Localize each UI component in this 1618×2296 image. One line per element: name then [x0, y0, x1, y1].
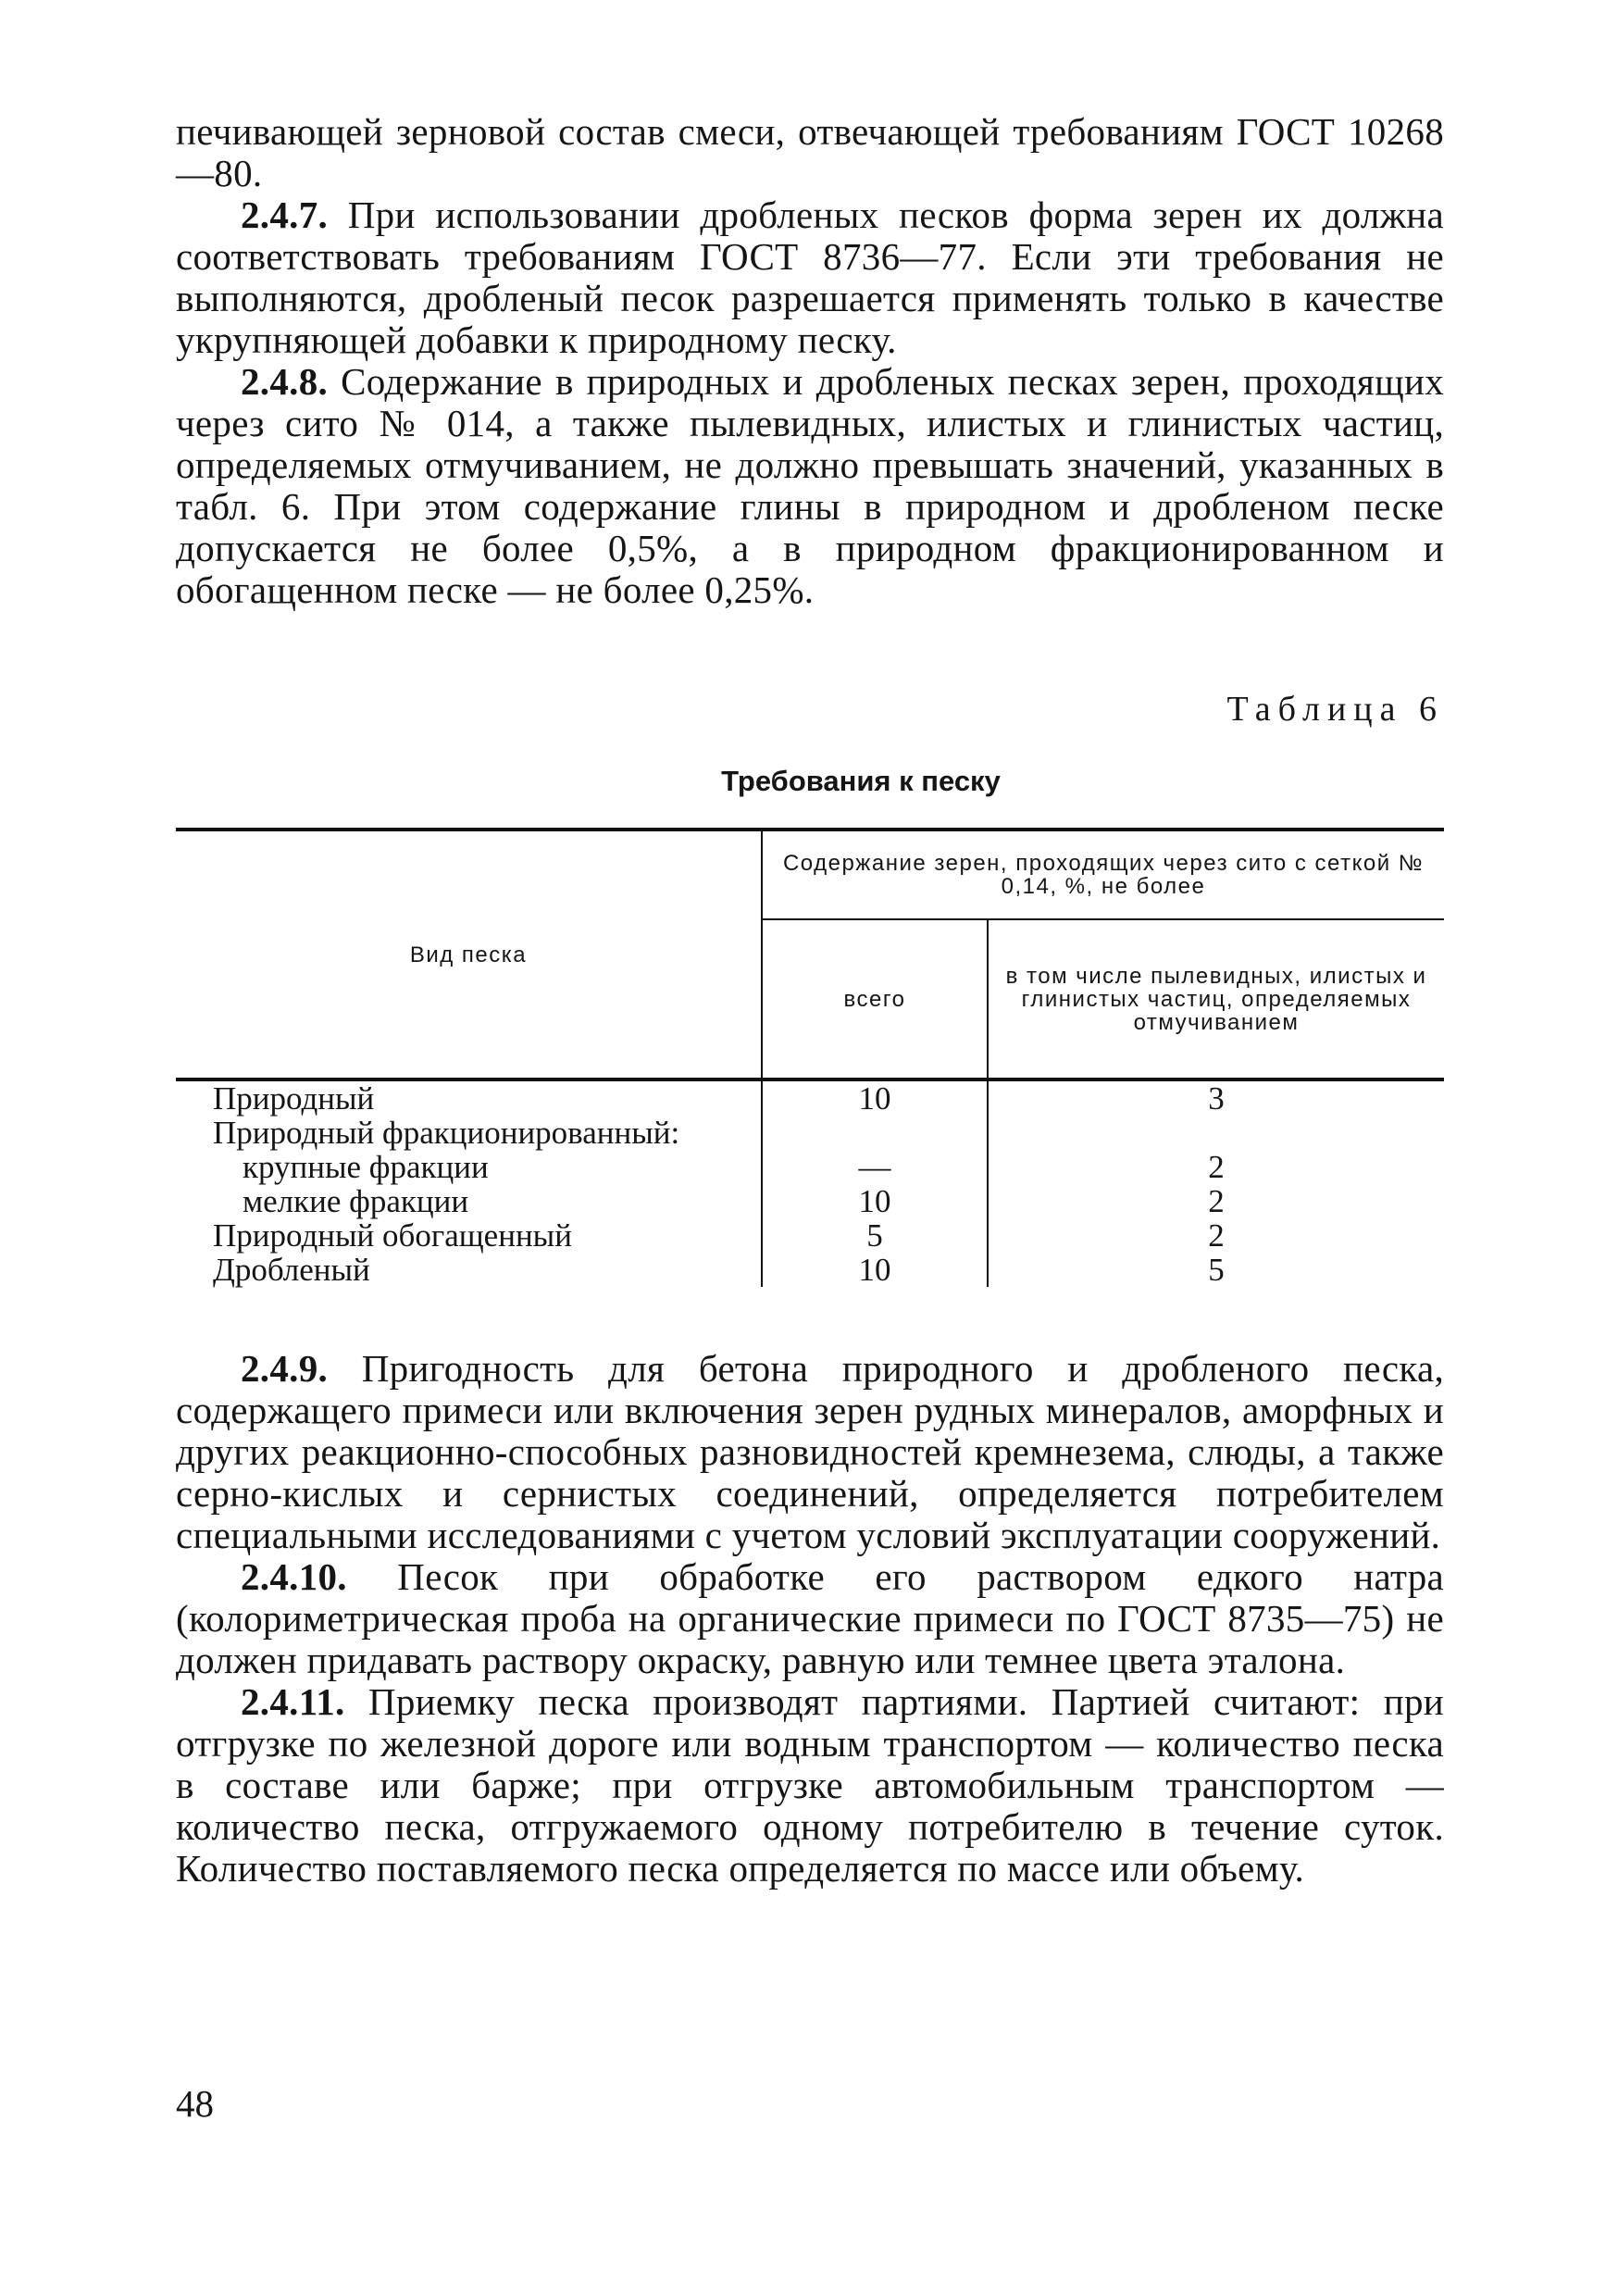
- paragraph-number: 2.4.10.: [241, 1555, 347, 1598]
- cell-part: 3: [1208, 1080, 1225, 1117]
- paragraph-text: Пригодность для бетона природного и дробленого песка, содержащего примеси или включения зерен рудных минералов, аморфных и других реакционно-способных разновидностей кремнезема, слюды, а также серно-кислых и сернистых соединений, определяется потребителем специальными исследованиями с учетом условий эксплуатации сооружений.: [176, 1347, 1444, 1556]
- paragraph-continuation: [176, 111, 1444, 194]
- table-row: [176, 1218, 1444, 1253]
- header-grain-content: Содержание зерен, проходящих через сито с сеткой № 0,14, %, не более: [762, 830, 1444, 919]
- table-title: Требования к песку: [721, 765, 1001, 797]
- cell-kind: Природный: [176, 1079, 762, 1116]
- paragraph-text: При использовании дробленых песков форма зерен их должна соответствовать требованиям ГОСТ 8736—77. Если эти требования не выполняются, дробленый песок разрешается применять только в качестве укрупняющей добавки к природному песку.: [176, 193, 1444, 361]
- cell-part: 5: [1208, 1252, 1225, 1288]
- cell-total: 10: [762, 1079, 988, 1116]
- table-row: [176, 1253, 1444, 1287]
- paragraph-2-4-7: [176, 194, 1444, 361]
- table-row: [176, 1116, 1444, 1150]
- cell-part: 2: [1208, 1183, 1225, 1219]
- table-caption: Таблица 6: [1226, 690, 1444, 729]
- cell-kind: Природный обогащенный: [176, 1218, 762, 1253]
- cell-kind: Дробленый: [176, 1253, 762, 1287]
- sand-requirements-table: [176, 828, 1444, 1287]
- paragraph-text: Содержание в природных и дробленых песках зерен, проходящих через сито № 014, а также пылевидных, илистых и глинистых частиц, определяемых отмучиванием, не должно превышать значений, указанных в табл. 6. При этом содержание глины в природном и дробленом песке допускается не более 0,5%, а в природном фракционированном и обогащенном песке — не более 0,25%.: [176, 360, 1444, 611]
- paragraph-number: 2.4.9.: [241, 1347, 329, 1390]
- cell-total: 5: [762, 1218, 988, 1253]
- page-number: 48: [176, 2082, 214, 2125]
- cell-kind: [176, 1184, 762, 1218]
- table-row: [176, 1184, 1444, 1218]
- paragraph-number: 2.4.11.: [241, 1680, 345, 1723]
- header-total: всего: [762, 919, 988, 1079]
- paragraph-2-4-9: [176, 1348, 1444, 1556]
- cell-kind: [176, 1150, 762, 1184]
- cell-part: 2: [1208, 1149, 1225, 1185]
- cell-part: [988, 1116, 1444, 1150]
- cell-total: 10: [762, 1184, 988, 1218]
- cell-total: [762, 1116, 988, 1150]
- table-row: [176, 1079, 1444, 1116]
- paragraph-text: Приемку песка производят партиями. Партией считают: при отгрузке по железной дороге или водным транспортом — количество песка в составе или барже; при отгрузке автомобильным транспортом — количество песка, отгружаемого одному потребителю в течение суток. Количество поставляемого песка определяется по массе или объему.: [176, 1680, 1444, 1890]
- paragraph-2-4-8: [176, 361, 1444, 611]
- cell-total: 10: [762, 1253, 988, 1287]
- paragraph-number: 2.4.8.: [241, 360, 329, 403]
- paragraph-text: Песок при обработке его раствором едкого натра (колориметрическая проба на органические примеси по ГОСТ 8735—75) не должен придавать раствору окраску, равную или темнее цвета эталона.: [176, 1555, 1444, 1681]
- header-sand-kind: Вид песка: [176, 830, 762, 1079]
- paragraphs-after-table: [176, 1348, 1444, 1890]
- cell-kind-text: мелкие фракции: [243, 1183, 469, 1219]
- cell-kind-text: крупные фракции: [243, 1149, 489, 1185]
- paragraph-2-4-10: [176, 1556, 1444, 1681]
- cell-total: —: [762, 1150, 988, 1184]
- table-row: [176, 1150, 1444, 1184]
- paragraph-text: печивающей зерновой состав смеси, отвечающей требованиям ГОСТ 10268—80.: [176, 110, 1444, 194]
- page-content: [176, 111, 1444, 1890]
- paragraph-2-4-11: [176, 1681, 1444, 1890]
- paragraph-number: 2.4.7.: [241, 193, 329, 236]
- cell-part: 2: [1208, 1217, 1225, 1254]
- cell-kind: Природный фракционированный:: [176, 1116, 762, 1150]
- header-dust-clay: в том числе пылевидных, илистых и глинистых частиц, определяемых отмучиванием: [988, 919, 1444, 1079]
